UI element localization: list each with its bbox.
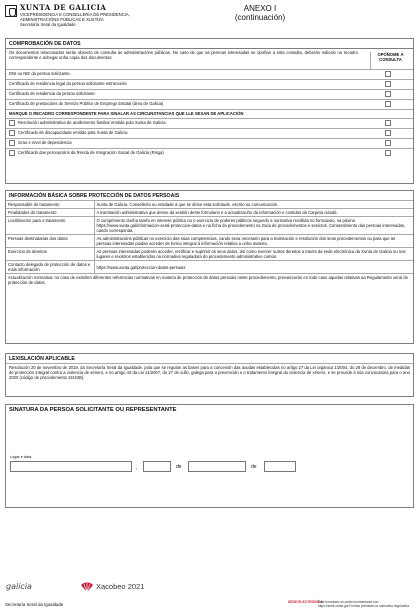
galicia-logo <box>6 582 32 591</box>
org-line-3: Secretaría Xeral da Igualdade <box>20 22 76 28</box>
legislation-title: LEXISLACIÓN APLICABLE <box>9 356 75 362</box>
xunta-name: XUNTA DE GALICIA <box>20 3 107 12</box>
place-input[interactable] <box>10 461 132 472</box>
signature-section <box>5 404 414 508</box>
mark-title: MARQUE O RECADRO CORRESPONDENTE PARA SINALAR AS CIRCUNSTANCIAS QUE LLE SEXAN DE APLICACIÓN <box>9 111 244 116</box>
row-value: O cumprimento dunha tarefa en interese público ou o exercicio de poderes públicos segundo a normativa recollida no formulario, na páxina https://www.xunta.gal/informacion-xeral-proteccion-datos e na ficha do procedemento na Guía de procedementos e servizos. Consentimento das persoas interesadas, cando corresponda. <box>94 217 413 235</box>
legislation-section <box>5 353 414 397</box>
mark-row-foster <box>6 118 413 128</box>
mark-checkbox-disability[interactable] <box>9 130 15 136</box>
oppose-checkbox-dependency[interactable] <box>385 140 391 146</box>
row-value: Xunta de Galicia. Consellería ou entidade á que se dirixe esta solicitude, escrito ou comunicación. <box>94 201 413 209</box>
mark-title-row <box>6 109 413 118</box>
organization-block <box>20 4 130 28</box>
data-protection-title: INFORMACIÓN BÁSICA SOBRE PROTECCIÓN DE DATOS PERSOAIS <box>9 193 180 199</box>
table-row <box>6 209 413 217</box>
row-value: https://www.xunta.gal/proteccion-datos-persoais <box>94 261 413 274</box>
opposition-header: OPÓÑOME Á CONSULTA <box>370 52 410 70</box>
oppose-checkbox-sepe[interactable] <box>385 101 391 107</box>
check-row-sepe <box>6 99 413 109</box>
footer-right-line-2: https://sede.xunta.gal Formas previstas na normativa reguladora <box>318 604 410 608</box>
year-input[interactable] <box>264 461 296 472</box>
org-line-1: VICEPRESIDENCIA E CONSELLERÍA DE PRESIDENCIA, <box>20 12 130 17</box>
check-label-residence: Certificado de residencia da persoa solicitante <box>9 91 95 96</box>
mark-label-foster: Resolución administrativa de acollemento familiar emitida pola Xunta de Galicia <box>18 120 166 125</box>
mark-label-dependency: Grao e nivel de dependencia <box>18 140 72 145</box>
row-key: Exercicio de dereitos <box>6 248 94 261</box>
org-line-2: ADMINISTRACIÓNS PÚBLICAS E XUSTIZA <box>20 17 104 23</box>
mark-checkbox-risga[interactable] <box>9 150 15 156</box>
data-check-title: COMPROBACIÓN DE DATOS <box>9 41 81 47</box>
mark-label-risga: Certificado das percepcións da Renda de Integración Social de Galicia (Risga) <box>18 150 164 155</box>
row-value: A tramitación administrativa que derive da xestión deste formulario e a actualización da información e contidos da Carpeta cidadá. <box>94 209 413 217</box>
data-check-section <box>5 38 414 184</box>
check-label-legal-residence: Certificado de residencia legal da persoa solicitante estranxeira <box>9 81 127 86</box>
mark-row-dependency <box>6 138 413 148</box>
footer-right <box>318 600 414 608</box>
table-row <box>6 274 413 287</box>
galicia-logo-text: galicia <box>6 582 32 591</box>
xacobeo-logo: Xacobeo 2021 <box>96 582 145 591</box>
oppose-checkbox-disability[interactable] <box>385 130 391 136</box>
place-date-label: Lugar e data <box>10 455 32 459</box>
mark-checkbox-dependency[interactable] <box>9 140 15 146</box>
mark-label-disability: Certificado de discapacidade emitido pola Xunta de Galicia <box>18 130 128 135</box>
oppose-checkbox-risga[interactable] <box>385 150 391 156</box>
annex-title: ANEXO I <box>243 4 277 13</box>
row-key: Responsable do tratamento <box>6 201 94 209</box>
document-header <box>5 4 414 34</box>
footer-right-line-1: Este formulario só poderá presentarse nun <box>318 600 379 604</box>
table-row <box>6 201 413 209</box>
check-row-residence <box>6 89 413 99</box>
de-label-1: de <box>176 464 182 470</box>
row-value: As administracións públicas no exercicio das súas competencias, cando sexa necesario para a tramitación e resolución dos seus procedementos ou para que as persoas interesadas poidan acceder de forma integral á información relativa a unha materia. <box>94 235 413 248</box>
data-protection-table <box>6 200 413 286</box>
check-label-sepe: Certificado de prestacións do Servizo Público de Emprego Estatal (área de Galicia) <box>9 101 164 106</box>
data-protection-section <box>5 190 414 344</box>
row-key: Finalidades do tratamento <box>6 209 94 217</box>
table-row <box>6 248 413 261</box>
check-row-dni <box>6 69 413 79</box>
table-row <box>6 235 413 248</box>
sede-label: SEDE ELECTRÓNICA <box>288 600 323 604</box>
oppose-checkbox-dni[interactable] <box>385 71 391 77</box>
normative-update-note: Actualización normativa: no caso de existiren diferentes referencias normativas en materia de protección de datos persoais neste procedemento, prevalecerán en todo caso aquelas relativas ao Regulamento xeral de protección de datos. <box>6 274 413 287</box>
annex-title-block <box>205 4 315 22</box>
row-value: As persoas interesadas poderán acceder, rectificar e suprimir os seus datos, así como exercer outros dereitos a través da sede electrónica da Xunta de Galicia ou nos lugares e rexistros establecidos na normativa reguladora do procedemento administrativo común. <box>94 248 413 261</box>
annex-subtitle: (continuación) <box>234 13 286 22</box>
signature-title: SINATURA DA PERSOA SOLICITANTE OU REPRESENTANTE <box>9 407 177 413</box>
row-key: Persoas destinatarias dos datos <box>6 235 94 248</box>
comma-separator: , <box>136 465 138 471</box>
data-check-intro: Os documentos relacionados serán obxecto de consulta ás administracións públicas. No caso de que as persoas interesadas se opoñan a esta consulta, deberán indicalo no recadro correspondente e achegar unha copia dos documentos. <box>9 50 358 60</box>
oppose-checkbox-foster[interactable] <box>385 120 391 126</box>
oppose-checkbox-residence[interactable] <box>385 91 391 97</box>
xacobeo-shell-icon <box>80 580 94 591</box>
xunta-logo-icon <box>5 5 17 17</box>
legislation-text: Resolución 20 de novembro de 2019, da Secretaría Xeral da Igualdade, pola que se regulan as bases para a concesión das axudas establecidas no artigo 27 da Lei orgánica 1/2004, do 28 de decembro, de medidas de protección integral contra a violencia de xénero, e no artigo 43 da Lei 11/2007, do 27 de xullo, galega para a prevención e o tratamento integral da violencia de xénero, e se procede á súa convocatoria para o ano 2020 (código de procedemento SI434B). <box>6 363 413 381</box>
oppose-checkbox-legal-residence[interactable] <box>385 81 391 87</box>
data-check-intro-row <box>6 48 413 69</box>
table-row <box>6 261 413 274</box>
mark-row-disability <box>6 128 413 138</box>
mark-row-risga <box>6 148 413 159</box>
mark-checkbox-foster[interactable] <box>9 120 15 126</box>
de-label-2: de <box>251 464 257 470</box>
footer-left: Secretaría Xeral da Igualdade <box>5 602 64 607</box>
row-key: Lexitimación para o tratamento <box>6 217 94 235</box>
check-row-legal-residence <box>6 79 413 89</box>
row-key: Contacto delegado de protección de datos e máis información <box>6 261 94 274</box>
check-label-dni: DNI ou NIE da persoa solicitante. <box>9 71 71 76</box>
day-input[interactable] <box>143 461 171 472</box>
table-row <box>6 217 413 235</box>
month-input[interactable] <box>188 461 246 472</box>
